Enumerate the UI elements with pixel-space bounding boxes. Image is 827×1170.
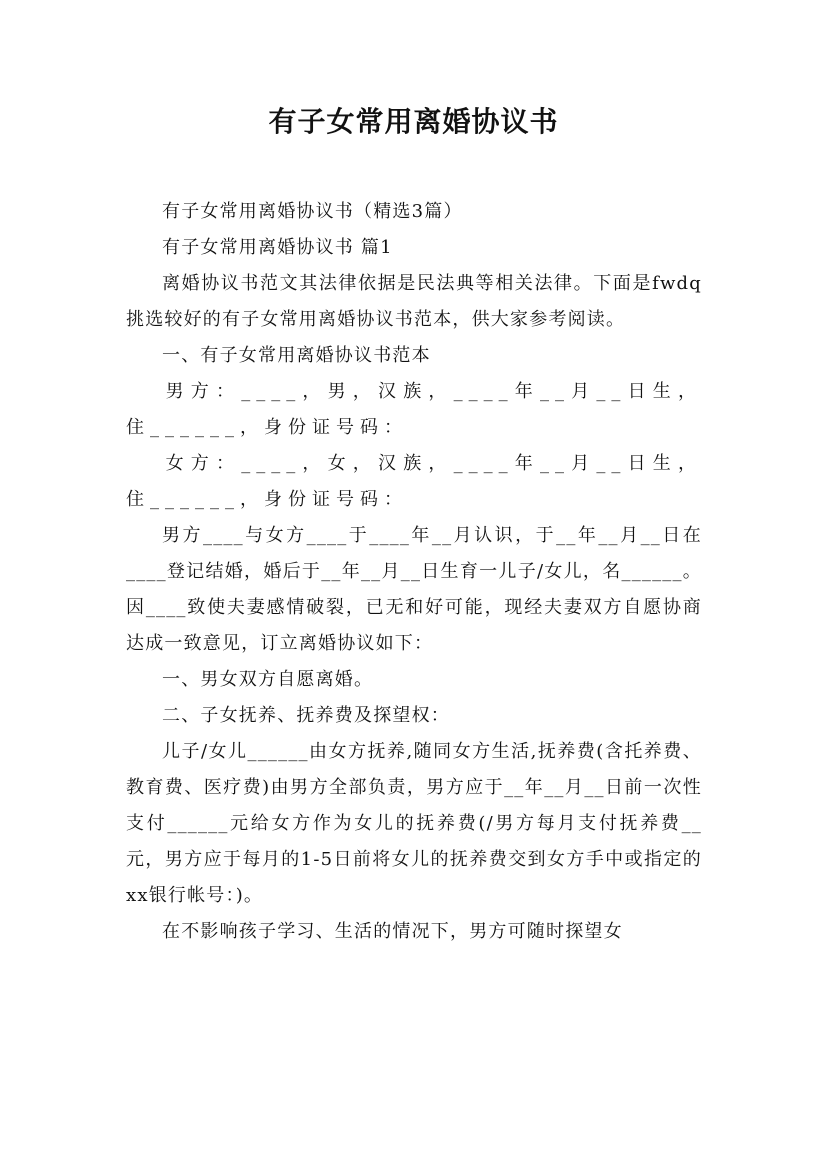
- paragraph-subtitle: 有子女常用离婚协议书（精选3篇）: [162, 201, 463, 222]
- paragraph-section-heading: 有子女常用离婚协议书 篇1: [162, 237, 393, 258]
- paragraph-clause-2-heading: 二、子女抚养、抚养费及探望权：: [162, 705, 450, 726]
- document-title: 有子女常用离婚协议书: [268, 105, 559, 138]
- paragraph-marriage-background: 男方____与女方____于____年__月认识，于__年__月__日在____登记结婚，婚后于__年__月__日生育一儿子/女儿，名______。因____致使夫妻感情破裂，已无和好可能，现经夫妻双方自愿协商达成一致意见，订立离婚协议如下：: [126, 525, 702, 654]
- paragraph-female-party: 女方：____，女，汉族，____年__月__日生，住______，身份证号码：: [126, 453, 702, 510]
- paragraph-intro: 离婚协议书范文其法律依据是民法典等相关法律。下面是fwdq挑选较好的有子女常用离婚协议书范本，供大家参考阅读。: [126, 273, 702, 330]
- paragraph-clause-1: 一、男女双方自愿离婚。: [162, 669, 374, 690]
- document-body: [126, 194, 702, 950]
- paragraph-visitation: 在不影响孩子学习、生活的情况下，男方可随时探望女: [162, 921, 623, 942]
- paragraph-child-support: 儿子/女儿______由女方抚养,随同女方生活,抚养费(含托养费、教育费、医疗费)由男方全部负责，男方应于__年__月__日前一次性支付______元给女方作为女儿的抚养费(/男方每月支付抚养费__元，男方应于每月的1-5日前将女儿的抚养费交到女方手中或指定的xx银行帐号：)。: [126, 741, 702, 906]
- paragraph-male-party: 男方：____，男，汉族，____年__月__日生，住______，身份证号码：: [126, 381, 702, 438]
- paragraph-template-heading: 一、有子女常用离婚协议书范本: [162, 345, 431, 366]
